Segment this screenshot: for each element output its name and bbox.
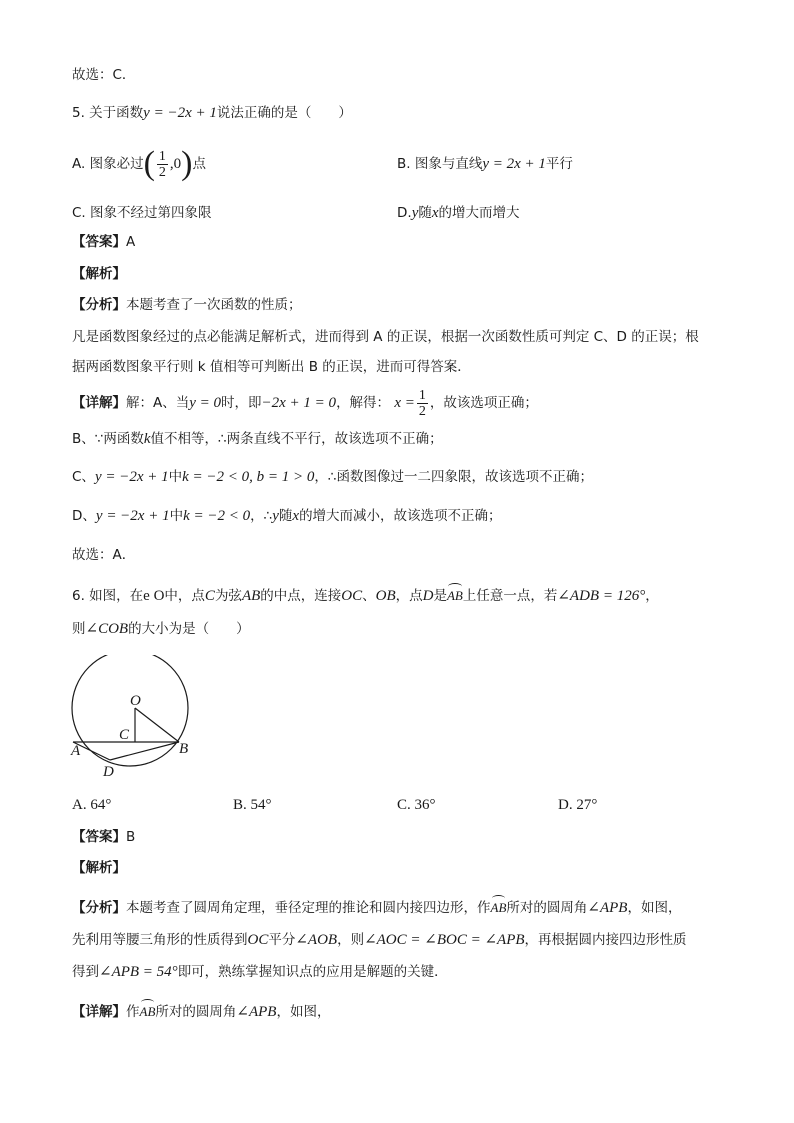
answer-line-prev: 故选：C． <box>72 67 136 83</box>
q5-expression: y = −2x + 1 <box>143 105 217 121</box>
question-5-stem <box>72 104 352 122</box>
arc-ab-symbol: AB <box>447 583 463 605</box>
q5-option-a-suffix: 点 <box>192 156 206 172</box>
label-d: D <box>103 764 114 780</box>
q6-option-d: D. 27° <box>558 797 598 813</box>
q5-option-a: A. 图象必过( $\frac{1}{2}$ ,0)点 <box>72 145 206 182</box>
q6-fenxi-3: 得到∠APB = 54°即可，熟练掌握知识点的应用是解题的关键． <box>72 964 448 980</box>
q5-option-c: C. 图象不经过第四象限 <box>72 205 212 221</box>
q5-option-a-prefix: A. 图象必过 <box>72 156 144 172</box>
label-a: A <box>71 743 81 759</box>
q6-option-b: B. 54° <box>233 797 272 813</box>
q5-option-a-fraction: $\frac{1}{2}$ <box>158 148 166 180</box>
q5-detail-4: D、y = −2x + 1中k = −2 < 0，∴y随x的增大而减小，故该选项不正确； <box>72 508 502 524</box>
question-6-stem-2: 则∠COB的大小为是（ ） <box>72 621 250 637</box>
question-6-stem-1: 6. 如图，在e O中，点C为弦AB的中点，连接OC、OB，点D是AB上任意一点，若∠ADB = 126°， <box>72 583 659 605</box>
q5-suffix: 说法正确的是（ ） <box>216 105 352 121</box>
q5-detail-2: B、∵两函数k值不相等，∴两条直线不平行，故该选项不正确； <box>72 431 443 447</box>
q6-fenxi-2: 先利用等腰三角形的性质得到OC平分∠AOB，则∠AOC = ∠BOC = ∠APB，再根据圆内接四边形性质 <box>72 932 687 948</box>
q5-prefix: 5. 关于函数 <box>72 105 144 121</box>
q6-fenxi-1: 【分析】本题考查了圆周角定理，垂径定理的推论和圆内接四边形，作AB所对的圆周角∠APB，如图， <box>72 895 681 917</box>
label-c: C <box>119 727 130 743</box>
q5-answer: 【答案】A <box>72 234 136 250</box>
q5-fenxi-3: 据两函数图象平行则 k 值相等可判断出 B 的正误，进而可得答案． <box>72 359 471 375</box>
q5-conclusion: 故选：A． <box>72 547 136 563</box>
q6-detail-1: 【详解】作AB所对的圆周角∠APB，如图， <box>72 999 330 1021</box>
segment-ob <box>135 708 179 742</box>
q5-option-d: D.y随x的增大而增大 <box>397 205 520 221</box>
q5-detail-1: 【详解】解：A、当y = 0时，即−2x + 1 = 0，解得： x = $\frac{1}{2}$ ，故该选项正确； <box>72 387 538 419</box>
label-o: O <box>130 693 141 709</box>
q5-fenxi-2: 凡是函数图象经过的点必能满足解析式，进而得到 A 的正误，根据一次函数性质可判定 C、D 的正误；根 <box>72 329 699 345</box>
circle-geometry-figure <box>64 655 204 785</box>
label-b: B <box>179 741 189 757</box>
q6-option-a: A. 64° <box>72 797 112 813</box>
q5-fenxi-1: 【分析】本题考查了一次函数的性质； <box>72 297 302 313</box>
q6-option-c: C. 36° <box>397 797 436 813</box>
q5-option-b: B. 图象与直线y = 2x + 1平行 <box>397 156 573 172</box>
q5-detail-3: C、y = −2x + 1中k = −2 < 0, b = 1 > 0，∴函数图像过一二四象限，故该选项不正确； <box>72 469 593 485</box>
q5-analysis-heading: 【解析】 <box>72 266 126 282</box>
q6-answer: 【答案】B <box>72 829 136 845</box>
q6-analysis-heading: 【解析】 <box>72 860 126 876</box>
